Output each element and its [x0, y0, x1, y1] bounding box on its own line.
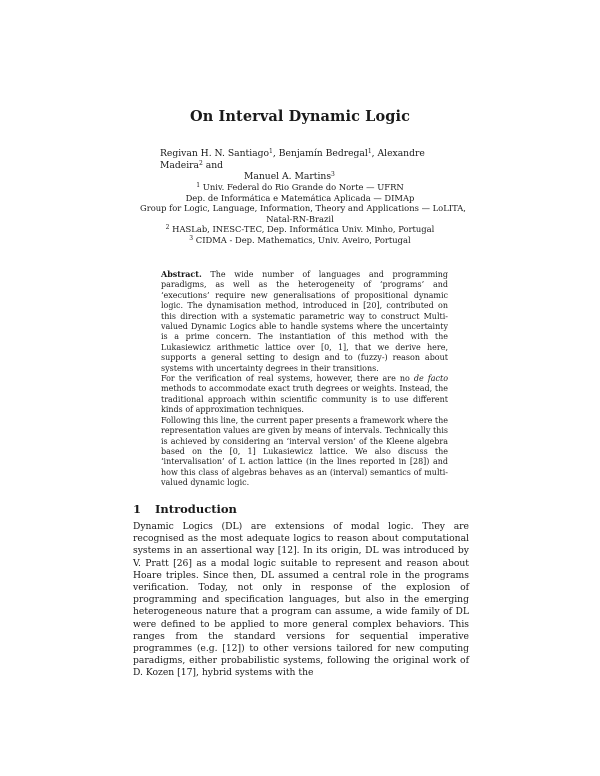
affiliation-line: [140, 214, 460, 225]
affiliation-text: CIDMA - Dep. Mathematics, Univ. Aveiro, Portugal: [195, 234, 411, 245]
abstract-paragraph: [161, 416, 448, 489]
affiliation-line: [140, 182, 460, 193]
affiliation-sup: 3: [189, 234, 194, 242]
abstract-text: methods to accommodate exact truth degrees or weights. Instead, the traditional approach within scientific community is to use different kinds of approximation techniques.: [161, 384, 448, 415]
author-list: [150, 148, 455, 183]
affiliation-line: [140, 235, 460, 246]
author-sup: 3: [331, 171, 335, 178]
affiliation-text: Group for Logic, Language, Information, Theory and Applications — LoLITA,: [140, 203, 466, 214]
section-heading: [133, 502, 237, 516]
affiliation-sup: 1: [196, 182, 201, 189]
author-martins: Manuel A. Martins: [244, 171, 332, 182]
author-and: and: [202, 159, 224, 171]
section-title: Introduction: [155, 502, 237, 516]
abstract-text: For the verification of real systems, however, there are no: [161, 374, 414, 384]
abstract-paragraph: [161, 374, 448, 416]
abstract-text: Following this line, the current paper presents a framework where the representation values are given by means of intervals. Technically this is achieved by considering an ‘interval version’ of the Kleene algebra based on the [0, 1] Lukasiewicz lattice. We also discuss the ‘intervalisation’ of L action lattice (in the lines reported in [28]) and how this class of algebras behaves as an (interval) semantics of multi-valued dynamic logic.: [161, 415, 448, 488]
author-sup: 1: [367, 148, 372, 155]
author-madeira: , Alexandre Madeira: [160, 148, 425, 171]
abstract-emphasis: de facto: [413, 374, 449, 384]
section-number: 1: [133, 502, 142, 516]
abstract-label: Abstract.: [161, 269, 202, 279]
author-sup: 1: [269, 148, 273, 155]
affiliation-text: HASLab, INESC-TEC, Dep. Informática Univ. Minho, Portugal: [172, 224, 435, 235]
affiliation-text: Natal-RN-Brazil: [266, 213, 334, 224]
affiliation-text: Univ. Federal do Rio Grande do Norte — UFRN: [202, 182, 404, 192]
abstract-paragraph: [161, 269, 448, 374]
affiliation-text: Dep. de Informática e Matemática Aplicada — DIMAp: [185, 192, 415, 203]
paper-title: On Interval Dynamic Logic: [190, 108, 410, 125]
author-santiago: Regivan H. N. Santiago: [160, 148, 270, 159]
abstract: [161, 269, 448, 489]
abstract-text: The wide number of languages and programming paradigms, as well as the heterogeneity of ‘programs’ and ‘executions’ require new generalisations of propositional dynamic logic. The dynamisation method, introduced in [20], contributed on this direction with a systematic parametric way to construct Multi-valued Dynamic Logics able to handle systems where the uncertainty is a prime concern. The instantiation of this method with the Lukasiewicz arithmetic lattice over [0, 1], that we derive here, supports a general setting to design and to (fuzzy-) reason about systems with uncertainty degrees in their transitions.: [161, 270, 448, 373]
affiliations: [140, 182, 466, 246]
affiliation-line: [140, 193, 460, 204]
author-sup: 2: [199, 159, 203, 167]
intro-paragraph: Dynamic Logics (DL) are extensions of modal logic. They are recognised as the most adequate logics to reason about computational systems in an assertional way [12]. In its origin, DL was introduced by V. Pratt [26] as a modal logic suitable to represent and reason about Hoare triples. Since then, DL assumed a central role in the programs verification. Today, not only in response of the explosion of programming and specification languages, but also in the emerging heterogeneous nature that a program can assume, a wide family of DL were defined to be applied to more general complex behaviors. This ranges from the standard versions for sequential imperative programmes (e.g. [12]) to other versions tailored for new computing paradigms, either probabilistic systems, following the original work of D. Kozen [17], hybrid systems with the: [133, 521, 469, 679]
affiliation-sup: 2: [165, 224, 170, 232]
affiliation-line: [140, 224, 460, 235]
affiliation-line: [140, 203, 466, 214]
author-bedregal: , Benjamín Bedregal: [272, 148, 368, 159]
